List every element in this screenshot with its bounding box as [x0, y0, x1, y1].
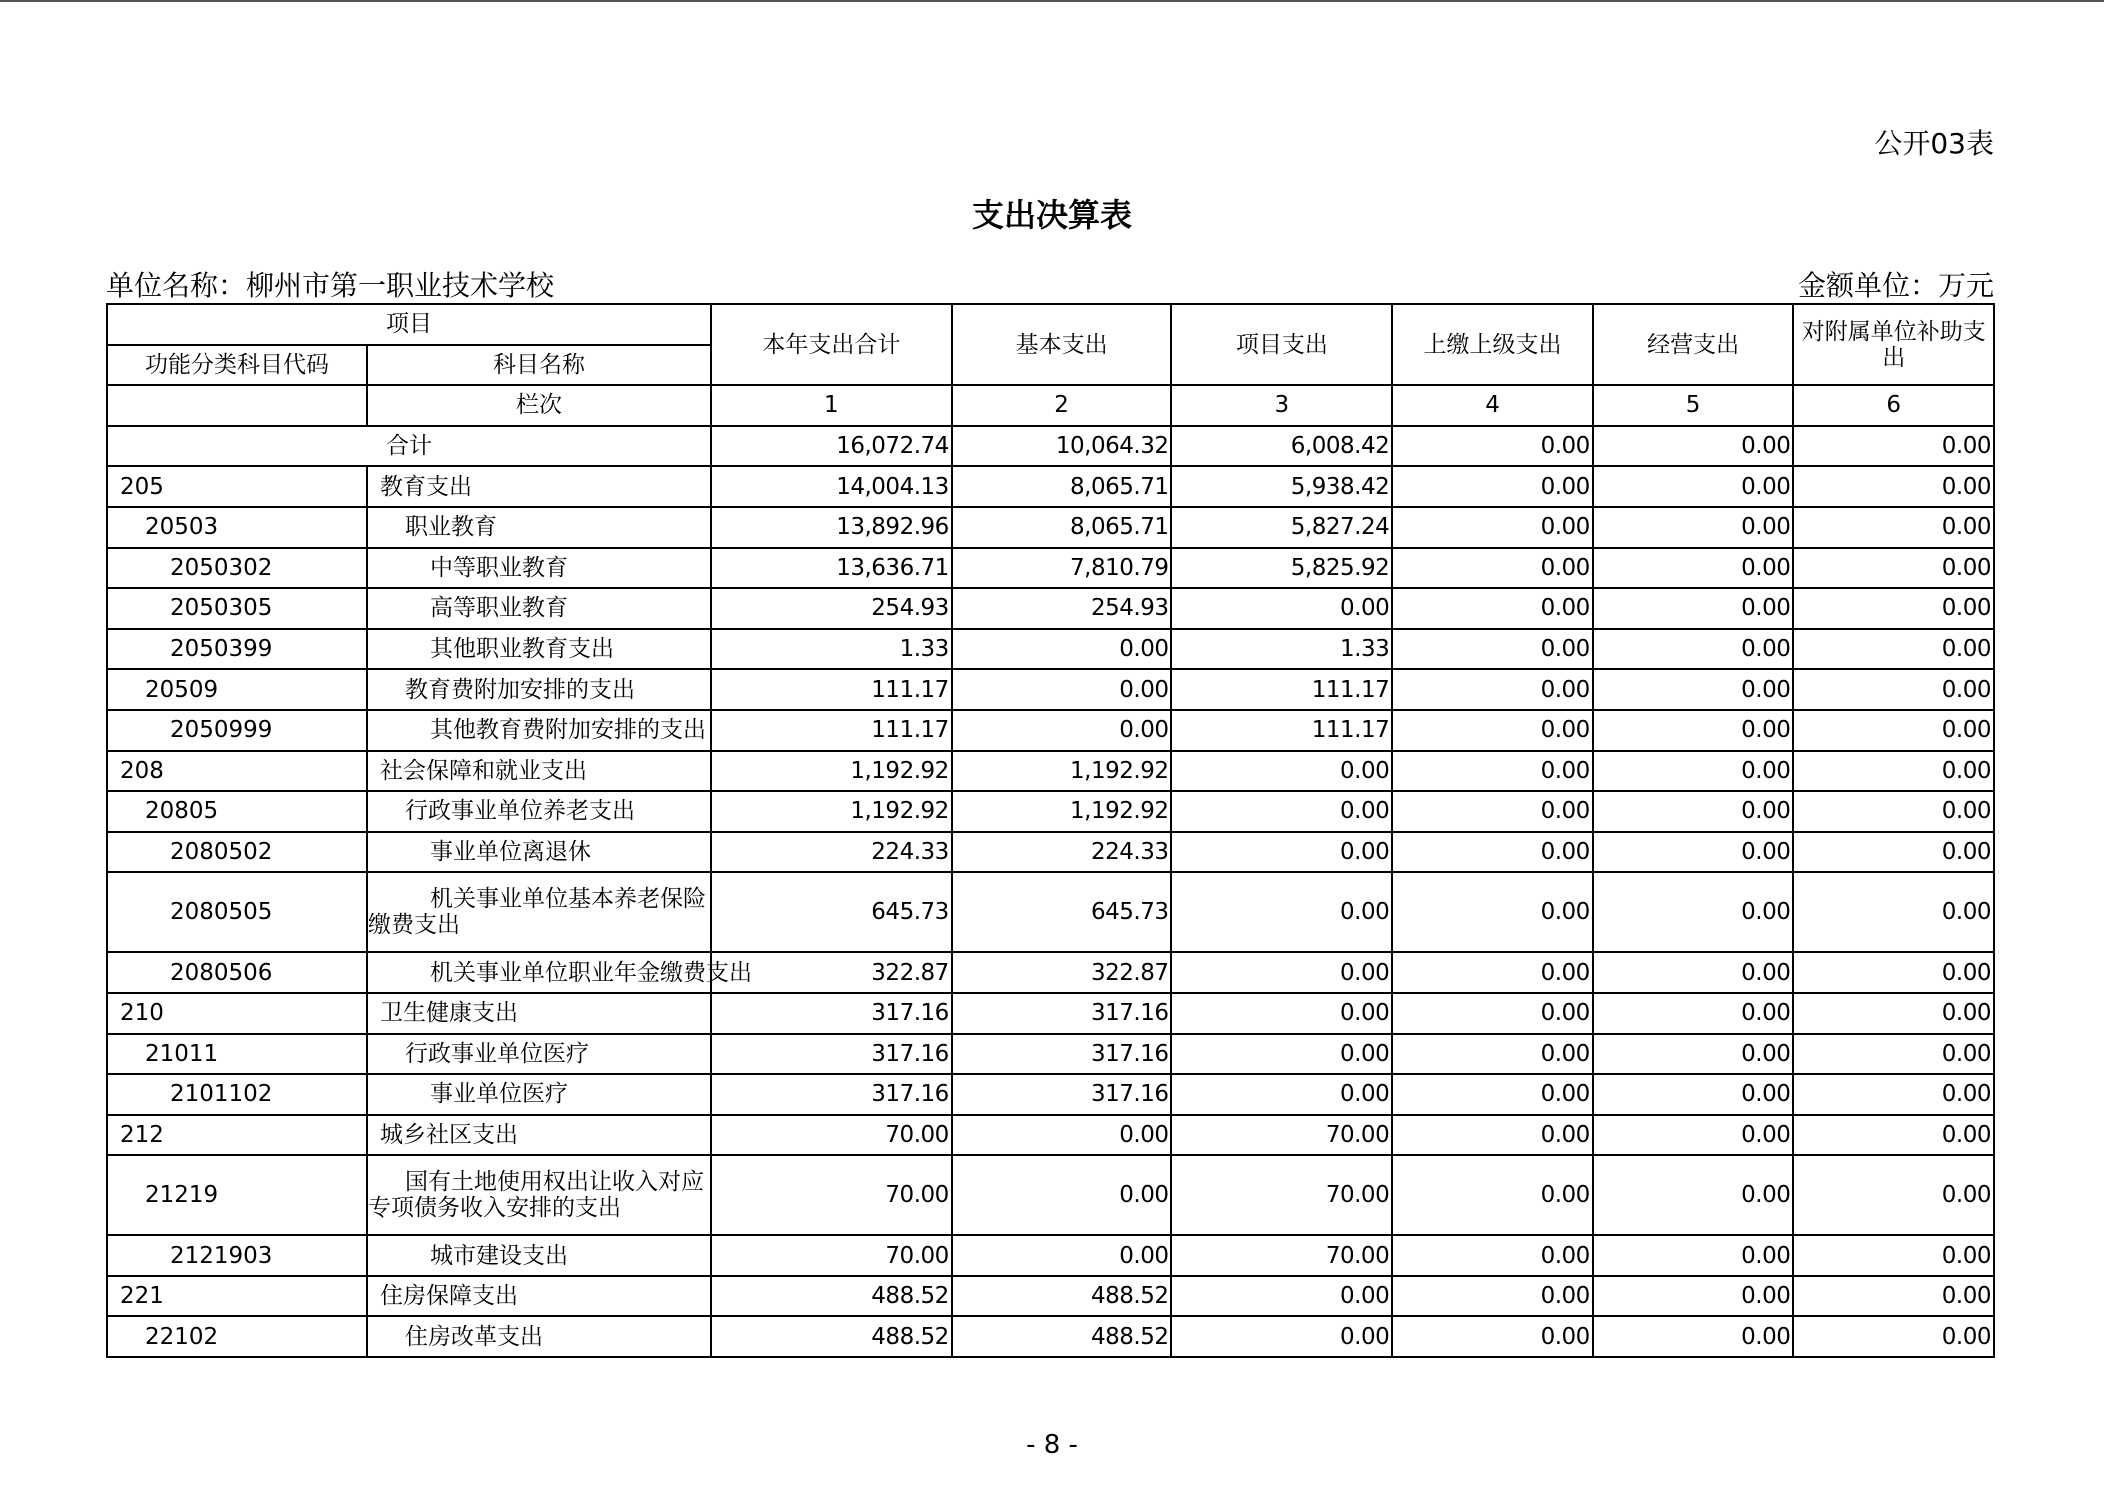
total-value: 6,008.42 — [1171, 426, 1392, 467]
top-border-line — [0, 0, 2104, 2]
row-value: 0.00 — [1392, 791, 1593, 832]
row-name: 教育支出 — [367, 466, 711, 507]
row-code: 2080506 — [107, 952, 367, 993]
row-code: 205 — [107, 466, 367, 507]
row-name: 社会保障和就业支出 — [367, 751, 711, 792]
table-row — [107, 952, 1994, 993]
row-value: 0.00 — [1593, 1155, 1794, 1235]
row-value: 1,192.92 — [952, 791, 1172, 832]
row-value: 0.00 — [1593, 952, 1794, 993]
row-value: 254.93 — [952, 588, 1172, 629]
row-value: 0.00 — [1392, 952, 1593, 993]
row-code: 22102 — [107, 1316, 367, 1357]
row-value: 0.00 — [1793, 1155, 1994, 1235]
expenditure-table — [106, 303, 1995, 1358]
row-value: 488.52 — [711, 1276, 952, 1317]
row-value: 254.93 — [711, 588, 952, 629]
row-value: 224.33 — [711, 832, 952, 873]
seq-number: 3 — [1171, 385, 1392, 426]
table-row — [107, 507, 1994, 548]
row-value: 0.00 — [1593, 1074, 1794, 1115]
row-value: 0.00 — [1793, 832, 1994, 873]
row-value: 0.00 — [1392, 1115, 1593, 1156]
row-value: 0.00 — [1593, 588, 1794, 629]
row-name: 事业单位医疗 — [367, 1074, 711, 1115]
row-name: 国有土地使用权出让收入对应专项债务收入安排的支出 — [367, 1155, 711, 1235]
row-code: 2121903 — [107, 1235, 367, 1276]
row-code: 21011 — [107, 1034, 367, 1075]
header-name: 科目名称 — [367, 345, 711, 386]
row-value: 0.00 — [1793, 1115, 1994, 1156]
row-value: 0.00 — [1593, 466, 1794, 507]
row-value: 1,192.92 — [711, 791, 952, 832]
seq-blank-cell — [107, 385, 367, 426]
row-value: 111.17 — [711, 669, 952, 710]
row-code: 2050999 — [107, 710, 367, 751]
row-value: 317.16 — [952, 1074, 1172, 1115]
seq-number: 5 — [1593, 385, 1794, 426]
row-code: 2080502 — [107, 832, 367, 873]
row-value: 0.00 — [1392, 751, 1593, 792]
row-value: 0.00 — [1593, 832, 1794, 873]
row-value: 0.00 — [1171, 832, 1392, 873]
row-value: 0.00 — [1171, 588, 1392, 629]
row-value: 1.33 — [1171, 629, 1392, 670]
row-value: 317.16 — [711, 1034, 952, 1075]
form-number: 公开03表 — [1874, 127, 1994, 160]
row-value: 0.00 — [1392, 466, 1593, 507]
row-name: 机关事业单位基本养老保险缴费支出 — [367, 872, 711, 952]
row-value: 14,004.13 — [711, 466, 952, 507]
seq-row — [107, 385, 1994, 426]
seq-label: 栏次 — [367, 385, 711, 426]
seq-number: 6 — [1793, 385, 1994, 426]
row-code: 2050305 — [107, 588, 367, 629]
row-code: 212 — [107, 1115, 367, 1156]
table-row — [107, 629, 1994, 670]
row-code: 20503 — [107, 507, 367, 548]
row-code: 20805 — [107, 791, 367, 832]
row-name: 城乡社区支出 — [367, 1115, 711, 1156]
total-value: 0.00 — [1793, 426, 1994, 467]
row-code: 2050302 — [107, 548, 367, 589]
row-name: 事业单位离退休 — [367, 832, 711, 873]
row-value: 1,192.92 — [952, 751, 1172, 792]
seq-number: 1 — [711, 385, 952, 426]
row-value: 0.00 — [1593, 751, 1794, 792]
row-value: 0.00 — [1593, 1235, 1794, 1276]
row-value: 0.00 — [1593, 993, 1794, 1034]
total-value: 0.00 — [1593, 426, 1794, 467]
row-value: 0.00 — [1593, 1115, 1794, 1156]
row-value: 5,825.92 — [1171, 548, 1392, 589]
row-value: 13,892.96 — [711, 507, 952, 548]
row-value: 0.00 — [952, 1155, 1172, 1235]
seq-number: 4 — [1392, 385, 1593, 426]
row-value: 0.00 — [1171, 1276, 1392, 1317]
row-value: 111.17 — [711, 710, 952, 751]
row-value: 0.00 — [1593, 710, 1794, 751]
row-value: 111.17 — [1171, 710, 1392, 751]
page-number: - 8 - — [1026, 1430, 1078, 1460]
row-value: 0.00 — [1171, 1074, 1392, 1115]
row-value: 0.00 — [952, 669, 1172, 710]
row-value: 0.00 — [1171, 993, 1392, 1034]
row-value: 0.00 — [1793, 588, 1994, 629]
row-value: 0.00 — [1392, 548, 1593, 589]
row-value: 70.00 — [1171, 1115, 1392, 1156]
table-body — [107, 426, 1994, 1357]
table-row — [107, 466, 1994, 507]
row-value: 0.00 — [1392, 669, 1593, 710]
row-value: 0.00 — [1593, 1276, 1794, 1317]
table-header — [107, 304, 1994, 426]
table-row — [107, 588, 1994, 629]
table-row — [107, 710, 1994, 751]
row-code: 20509 — [107, 669, 367, 710]
unit-name: 单位名称：柳州市第一职业技术学校 — [106, 269, 555, 302]
header-total: 本年支出合计 — [711, 304, 952, 385]
row-value: 0.00 — [1593, 872, 1794, 952]
row-value: 13,636.71 — [711, 548, 952, 589]
table-row — [107, 1235, 1994, 1276]
row-code: 2080505 — [107, 872, 367, 952]
row-value: 0.00 — [1392, 1074, 1593, 1115]
row-name: 其他教育费附加安排的支出 — [367, 710, 711, 751]
row-value: 0.00 — [1171, 1034, 1392, 1075]
row-name: 卫生健康支出 — [367, 993, 711, 1034]
total-row — [107, 426, 1994, 467]
seq-number: 2 — [952, 385, 1172, 426]
row-value: 317.16 — [952, 993, 1172, 1034]
row-value: 0.00 — [1392, 1276, 1593, 1317]
row-value: 0.00 — [1793, 507, 1994, 548]
row-name: 高等职业教育 — [367, 588, 711, 629]
row-value: 0.00 — [1793, 1276, 1994, 1317]
row-name: 住房改革支出 — [367, 1316, 711, 1357]
row-value: 0.00 — [1793, 1235, 1994, 1276]
total-label: 合计 — [107, 426, 711, 467]
row-value: 0.00 — [1793, 710, 1994, 751]
table-row — [107, 548, 1994, 589]
total-value: 16,072.74 — [711, 426, 952, 467]
row-value: 70.00 — [711, 1235, 952, 1276]
amount-unit: 金额单位：万元 — [1797, 269, 1994, 302]
row-value: 0.00 — [1793, 872, 1994, 952]
row-value: 0.00 — [1593, 548, 1794, 589]
row-name: 其他职业教育支出 — [367, 629, 711, 670]
row-value: 8,065.71 — [952, 466, 1172, 507]
row-code: 2050399 — [107, 629, 367, 670]
table-row — [107, 751, 1994, 792]
row-value: 0.00 — [1793, 1034, 1994, 1075]
row-value: 0.00 — [1392, 507, 1593, 548]
row-value: 70.00 — [711, 1155, 952, 1235]
header-code: 功能分类科目代码 — [107, 345, 367, 386]
row-name: 行政事业单位医疗 — [367, 1034, 711, 1075]
row-value: 0.00 — [1171, 872, 1392, 952]
row-value: 317.16 — [952, 1034, 1172, 1075]
header-item: 项目 — [107, 304, 711, 345]
row-value: 8,065.71 — [952, 507, 1172, 548]
row-value: 224.33 — [952, 832, 1172, 873]
table-row — [107, 993, 1994, 1034]
table-row — [107, 791, 1994, 832]
row-value: 0.00 — [1392, 588, 1593, 629]
total-value: 10,064.32 — [952, 426, 1172, 467]
row-value: 0.00 — [1793, 466, 1994, 507]
row-value: 0.00 — [1593, 507, 1794, 548]
table-row — [107, 1155, 1994, 1235]
row-value: 0.00 — [1392, 872, 1593, 952]
row-value: 488.52 — [952, 1276, 1172, 1317]
row-value: 0.00 — [952, 1235, 1172, 1276]
row-value: 0.00 — [1593, 629, 1794, 670]
table-row — [107, 1276, 1994, 1317]
row-value: 0.00 — [1793, 629, 1994, 670]
row-value: 0.00 — [1793, 993, 1994, 1034]
row-value: 322.87 — [711, 952, 952, 993]
row-value: 0.00 — [1593, 1034, 1794, 1075]
row-value: 645.73 — [711, 872, 952, 952]
row-name: 城市建设支出 — [367, 1235, 711, 1276]
row-value: 0.00 — [1392, 993, 1593, 1034]
row-value: 1.33 — [711, 629, 952, 670]
row-value: 0.00 — [1593, 669, 1794, 710]
row-name: 机关事业单位职业年金缴费支出 — [367, 952, 711, 993]
row-value: 5,938.42 — [1171, 466, 1392, 507]
row-value: 0.00 — [1392, 1235, 1593, 1276]
row-value: 0.00 — [1793, 751, 1994, 792]
row-value: 0.00 — [952, 1115, 1172, 1156]
row-value: 7,810.79 — [952, 548, 1172, 589]
row-value: 0.00 — [952, 629, 1172, 670]
row-code: 208 — [107, 751, 367, 792]
page-title: 支出决算表 — [971, 196, 1132, 234]
row-name: 职业教育 — [367, 507, 711, 548]
row-value: 0.00 — [1793, 548, 1994, 589]
row-value: 0.00 — [1593, 791, 1794, 832]
row-code: 210 — [107, 993, 367, 1034]
row-code: 2101102 — [107, 1074, 367, 1115]
row-code: 21219 — [107, 1155, 367, 1235]
row-value: 0.00 — [1392, 1316, 1593, 1357]
row-code: 221 — [107, 1276, 367, 1317]
row-value: 0.00 — [1392, 832, 1593, 873]
row-value: 0.00 — [1793, 669, 1994, 710]
table-row — [107, 832, 1994, 873]
row-value: 488.52 — [952, 1316, 1172, 1357]
row-value: 0.00 — [1793, 1316, 1994, 1357]
table-row — [107, 1034, 1994, 1075]
row-name: 行政事业单位养老支出 — [367, 791, 711, 832]
table-row — [107, 1115, 1994, 1156]
row-value: 70.00 — [1171, 1155, 1392, 1235]
row-value: 322.87 — [952, 952, 1172, 993]
table-row — [107, 1316, 1994, 1357]
header-project: 项目支出 — [1171, 304, 1392, 385]
row-value: 317.16 — [711, 1074, 952, 1115]
row-value: 0.00 — [1593, 1316, 1794, 1357]
table-row — [107, 1074, 1994, 1115]
row-name: 住房保障支出 — [367, 1276, 711, 1317]
row-value: 645.73 — [952, 872, 1172, 952]
row-name: 教育费附加安排的支出 — [367, 669, 711, 710]
row-value: 111.17 — [1171, 669, 1392, 710]
row-value: 317.16 — [711, 993, 952, 1034]
row-value: 1,192.92 — [711, 751, 952, 792]
row-value: 0.00 — [1793, 1074, 1994, 1115]
row-value: 0.00 — [1171, 751, 1392, 792]
row-name: 中等职业教育 — [367, 548, 711, 589]
row-value: 70.00 — [1171, 1235, 1392, 1276]
header-upper: 上缴上级支出 — [1392, 304, 1593, 385]
table-row — [107, 872, 1994, 952]
row-value: 0.00 — [1171, 1316, 1392, 1357]
row-value: 5,827.24 — [1171, 507, 1392, 548]
row-value: 0.00 — [1392, 629, 1593, 670]
header-business: 经营支出 — [1593, 304, 1794, 385]
row-value: 70.00 — [711, 1115, 952, 1156]
header-basic: 基本支出 — [952, 304, 1172, 385]
table-row — [107, 669, 1994, 710]
row-value: 0.00 — [1392, 1034, 1593, 1075]
row-value: 0.00 — [1171, 791, 1392, 832]
row-value: 0.00 — [1171, 952, 1392, 993]
row-value: 0.00 — [1793, 952, 1994, 993]
row-value: 488.52 — [711, 1316, 952, 1357]
row-value: 0.00 — [1793, 791, 1994, 832]
total-value: 0.00 — [1392, 426, 1593, 467]
row-value: 0.00 — [1392, 710, 1593, 751]
row-value: 0.00 — [1392, 1155, 1593, 1235]
row-value: 0.00 — [952, 710, 1172, 751]
header-subsidy: 对附属单位补助支出 — [1793, 304, 1994, 385]
